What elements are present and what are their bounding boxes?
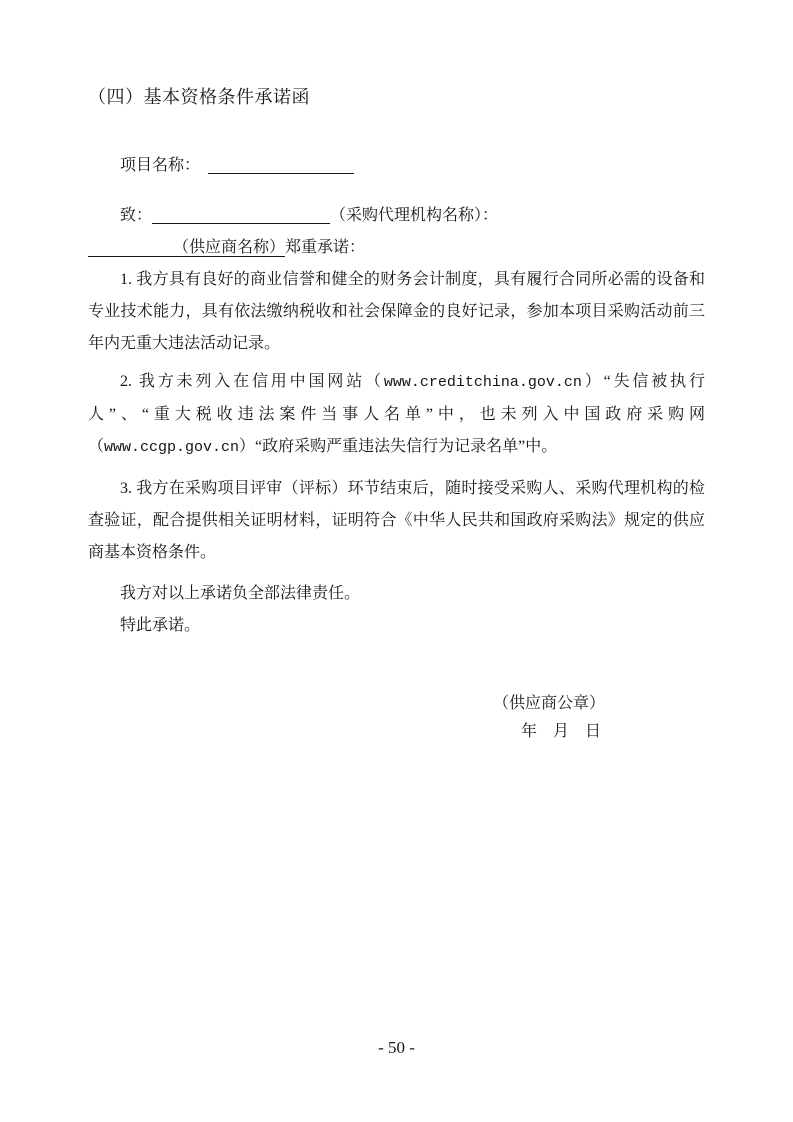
date-line: 年 月 日: [520, 723, 601, 740]
clause-3: 3. 我方在采购项目评审（评标）环节结束后，随时接受采购人、采购代理机构的检查验证，配合提供相关证明材料，证明符合《中华人民共和国政府采购法》规定的供应商基本资格条件。: [88, 480, 705, 561]
project-name-label: 项目名称：: [120, 157, 201, 174]
project-name-line: [88, 150, 705, 182]
creditchina-url: www.creditchina.gov.cn: [383, 374, 582, 391]
supplier-name-blank-space: [88, 251, 173, 252]
responsibility-line: 我方对以上承诺负全部法律责任。: [120, 585, 361, 602]
clause-2-text-2: ）“失信被执行人”、“重大税收违法案件当事人名单”中，也未列入中国政府采购网（: [88, 373, 705, 455]
project-name-blank: [208, 157, 354, 174]
agency-name-suffix-label: （采购代理机构名称）：: [330, 207, 499, 224]
clause-1: 1. 我方具有良好的商业信誉和健全的财务会计制度，具有履行合同所必需的设备和专业技术能力，具有依法缴纳税收和社会保障金的良好记录，参加本项目采购活动前三年内无重大违法活动记录。: [88, 271, 705, 352]
hereby-promise-line: 特此承诺。: [120, 617, 201, 634]
addressee-line: [88, 200, 705, 232]
supplier-promise-label: 郑重承诺：: [285, 239, 366, 256]
clause-2-text-3: ）“政府采购严重违法失信行为记录名单”中。: [239, 438, 558, 455]
ccgp-url: www.ccgp.gov.cn: [104, 439, 240, 456]
agency-name-blank: [152, 207, 330, 224]
to-label: 致：: [120, 207, 153, 224]
supplier-seal-label: （供应商公章）: [492, 695, 605, 712]
clause-2: [88, 366, 705, 464]
section-title: （四）基本资格条件承诺函: [88, 87, 310, 107]
supplier-line: [88, 232, 705, 264]
page-number: - 50 -: [378, 1038, 415, 1057]
clause-2-text-1: 2. 我方未列入在信用中国网站（: [120, 373, 384, 390]
supplier-name-label: （供应商名称）: [173, 239, 286, 256]
signature-block: [88, 690, 705, 746]
supplier-name-blank: [88, 239, 285, 257]
